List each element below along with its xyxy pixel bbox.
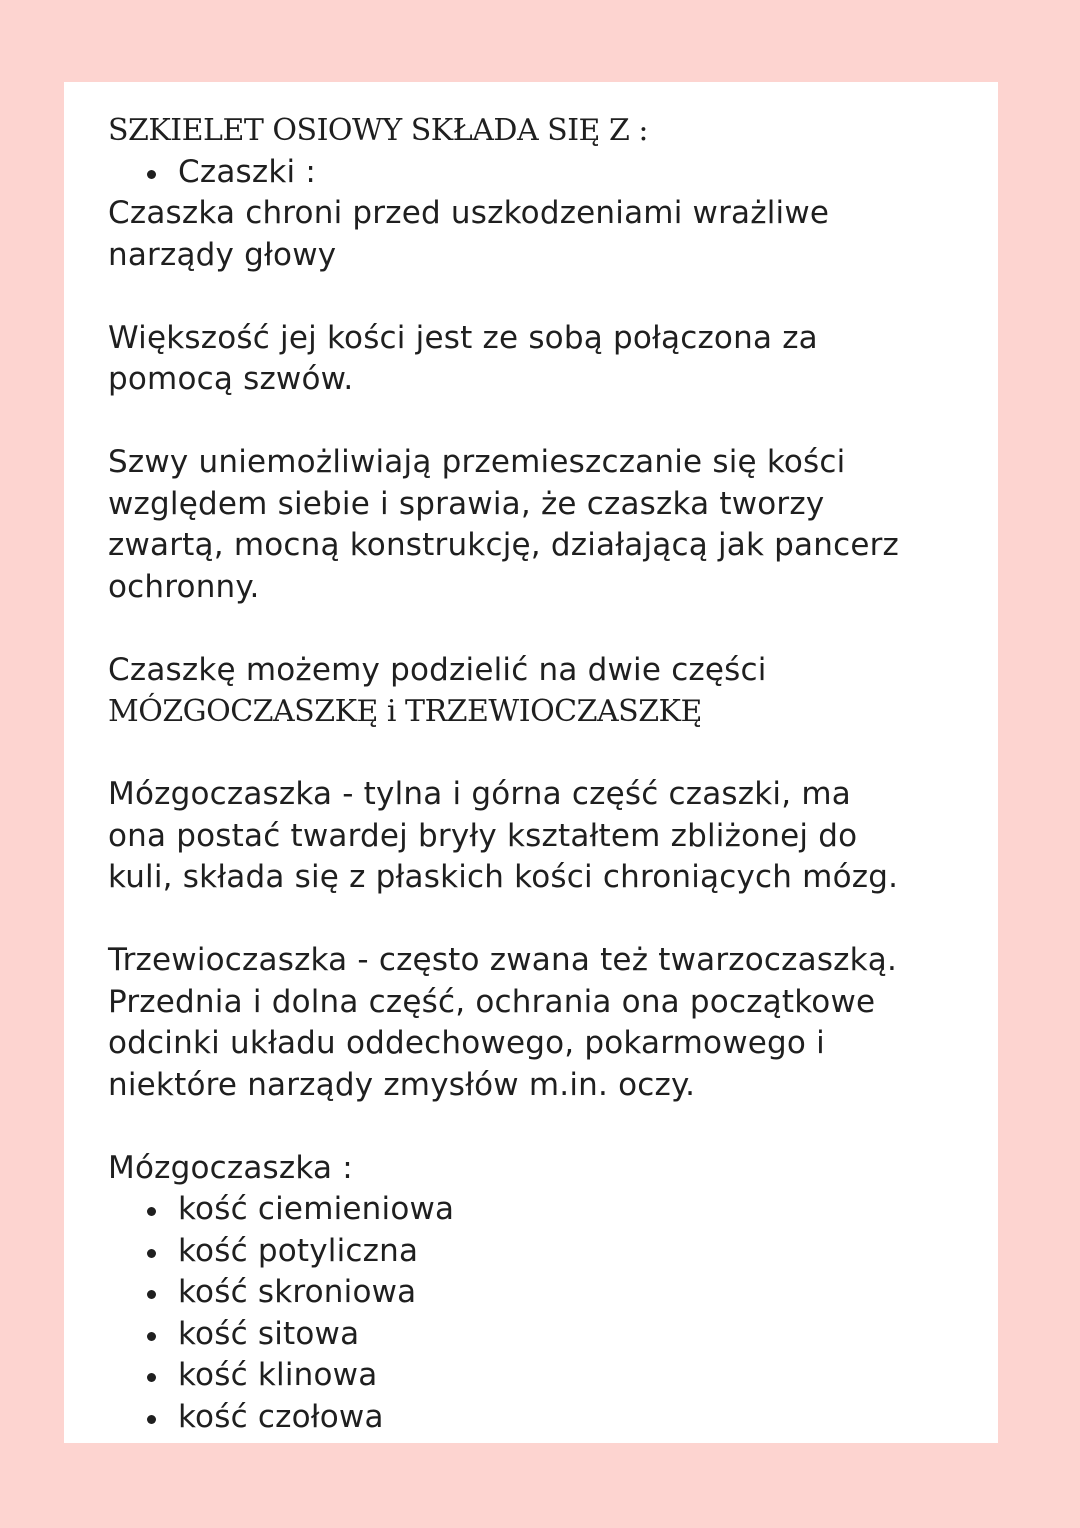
- paragraph-sutures: [108, 318, 988, 401]
- text-line: zwartą, mocną konstrukcję, działającą jak pancerz: [108, 527, 900, 563]
- page-card: [64, 82, 998, 1443]
- bone-list: [108, 1189, 988, 1438]
- text-line: kuli, składa się z płaskich kości chroniących mózg.: [108, 859, 899, 895]
- paragraph-spacer: [108, 276, 988, 318]
- list-item: kość potyliczna: [108, 1231, 988, 1273]
- text-line: względem siebie i sprawia, że czaszka tworzy: [108, 485, 825, 522]
- paragraph-spacer: [108, 1106, 988, 1148]
- text-line: ochronny.: [108, 568, 260, 605]
- text-line: Trzewioczaszka - często zwana też twarzoczaszką.: [108, 942, 898, 978]
- list-item: kość czołowa: [108, 1397, 988, 1439]
- section-list: [108, 152, 988, 194]
- text-line: pomocą szwów.: [108, 361, 354, 397]
- paragraph-spacer: [108, 733, 988, 775]
- list-item: Czaszki :: [108, 152, 988, 194]
- text-line: ona postać twardej bryły kształtem zbliżonej do: [108, 817, 858, 854]
- text-line: Przednia i dolna część, ochrania ona początkowe: [108, 983, 876, 1020]
- text-line: MÓZGOCZASZKĘ i TRZEWIOCZASZKĘ: [108, 694, 702, 729]
- text-line: Czaszkę możemy podzielić na dwie części: [108, 651, 767, 688]
- text-line: Czaszka chroni przed uszkodzeniami wrażliwe: [108, 195, 830, 231]
- text-line: odcinki układu oddechowego, pokarmowego i: [108, 1025, 825, 1061]
- text-line: Większość jej kości jest ze sobą połączona za: [108, 319, 818, 356]
- list-item: kość sitowa: [108, 1314, 988, 1356]
- list-heading: Mózgoczaszka :: [108, 1149, 353, 1186]
- page-title: SZKIELET OSIOWY SKŁADA SIĘ Z :: [108, 113, 648, 148]
- paragraph-viscerocranium: [108, 940, 988, 1106]
- text-line: Szwy uniemożliwiają przemieszczanie się kości: [108, 444, 846, 480]
- paragraph-skull-function: [108, 193, 988, 276]
- list-item: kość klinowa: [108, 1355, 988, 1397]
- paragraph-spacer: [108, 401, 988, 443]
- document-content: [108, 110, 988, 1438]
- text-line: niektóre narządy zmysłów m.in. oczy.: [108, 1066, 696, 1103]
- text-line: Mózgoczaszka - tylna i górna część czaszki, ma: [108, 776, 851, 812]
- paragraph-suture-function: [108, 442, 988, 608]
- paragraph-neurocranium: [108, 774, 988, 899]
- text-line: narządy głowy: [108, 236, 337, 273]
- paragraph-spacer: [108, 899, 988, 941]
- paragraph-division: [108, 650, 988, 733]
- list-item: kość skroniowa: [108, 1272, 988, 1314]
- list-item: kość ciemieniowa: [108, 1189, 988, 1231]
- paragraph-spacer: [108, 608, 988, 650]
